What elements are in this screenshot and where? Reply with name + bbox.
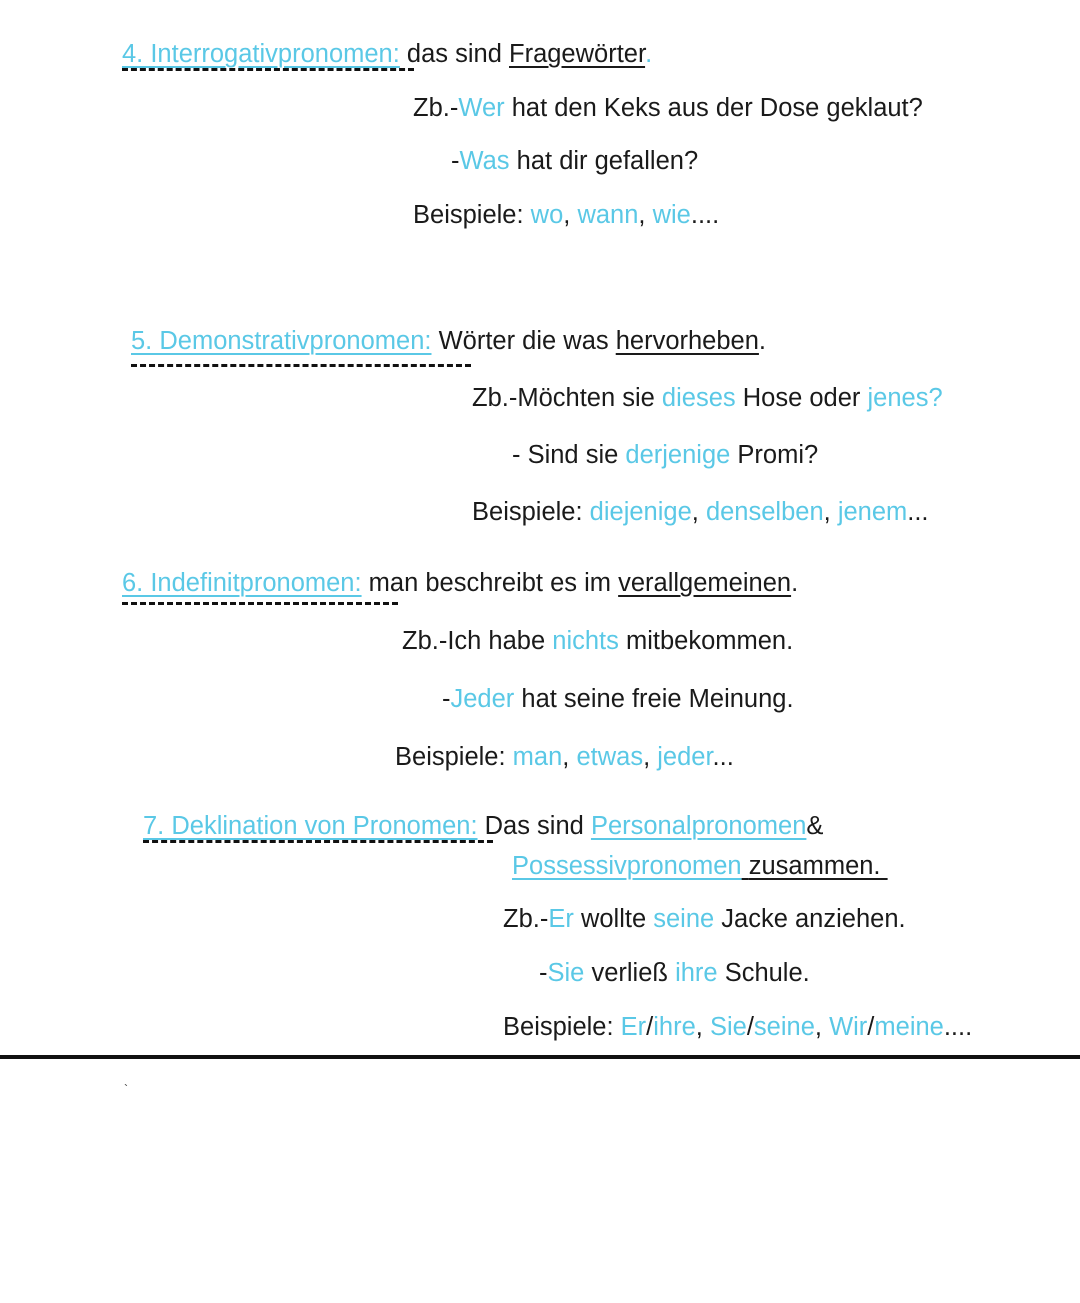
section-4-definition: 4. Interrogativpronomen: das sind Fragewörter. [122, 40, 653, 68]
section-5-example-2: - Sind sie derjenige Promi? [512, 441, 819, 469]
section-5-definition: 5. Demonstrativpronomen: Wörter die was hervorheben. [131, 327, 767, 355]
section-5-examples: Beispiele: diejenige, denselben, jenem... [472, 498, 929, 526]
section-5-heading: 5. Demonstrativpronomen: [131, 327, 432, 355]
section-6-example-1: Zb.-Ich habe nichts mitbekommen. [402, 627, 794, 655]
section-5-example-1: Zb.-Möchten sie dieses Hose oder jenes? [472, 384, 943, 412]
section-6-examples: Beispiele: man, etwas, jeder... [395, 743, 734, 771]
section-4-examples: Beispiele: wo, wann, wie.... [413, 201, 720, 229]
section-7-definition: 7. Deklination von Pronomen: Das sind Personalpronomen& [143, 812, 824, 840]
section-4-example-2: -Was hat dir gefallen? [451, 147, 699, 175]
dashed-underline [143, 840, 493, 843]
section-6-example-2: -Jeder hat seine freie Meinung. [442, 685, 794, 713]
section-7-definition-continued: Possessivpronomen zusammen. [512, 852, 881, 880]
dashed-underline [122, 602, 398, 605]
dashed-underline [131, 364, 471, 367]
section-6-definition: 6. Indefinitpronomen: man beschreibt es im verallgemeinen. [122, 569, 799, 597]
section-7-heading: 7. Deklination von Pronomen: [143, 812, 478, 840]
section-4-example-1: Zb.-Wer hat den Keks aus der Dose geklaut? [413, 94, 923, 122]
section-4-heading: 4. Interrogativpronomen: [122, 40, 400, 68]
section-7-example-1: Zb.-Er wollte seine Jacke anziehen. [503, 905, 906, 933]
horizontal-divider [0, 1055, 1080, 1059]
section-7-examples: Beispiele: Er/ihre, Sie/seine, Wir/meine.... [503, 1013, 973, 1041]
stray-mark: ` [124, 1082, 128, 1096]
section-7-example-2: -Sie verließ ihre Schule. [539, 959, 810, 987]
section-6-heading: 6. Indefinitpronomen: [122, 569, 362, 597]
dashed-underline [122, 68, 414, 71]
